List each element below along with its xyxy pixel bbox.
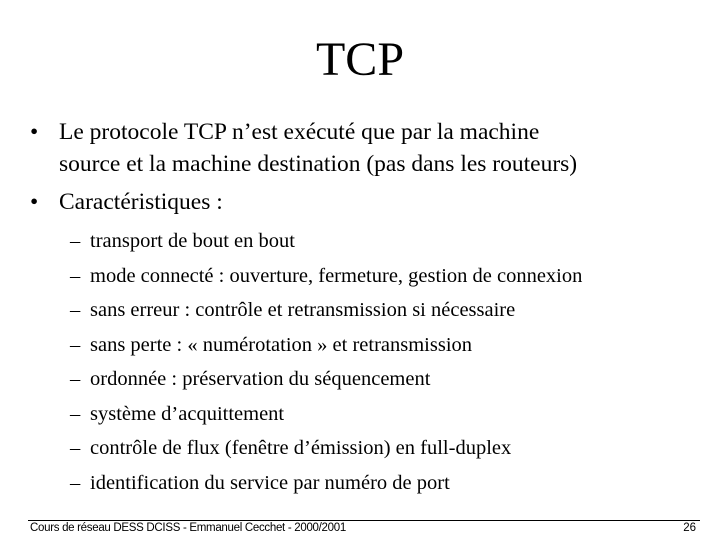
bullet-item	[0, 186, 720, 218]
dash-marker: –	[70, 230, 81, 252]
sub-bullet-text: mode connecté : ouverture, fermeture, gestion de connexion	[90, 264, 583, 287]
sub-bullet-list	[0, 224, 720, 500]
sub-bullet-item	[0, 328, 720, 363]
dash-marker: –	[70, 471, 81, 494]
sub-bullet-item	[0, 362, 720, 397]
sub-bullet-text: transport de bout en bout	[90, 230, 295, 252]
sub-bullet-text: contrôle de flux (fenêtre d’émission) en full-duplex	[90, 437, 512, 459]
sub-bullet-text: sans perte : « numérotation » et retransmission	[90, 333, 473, 356]
sub-bullet-text: identification du service par numéro de port	[90, 471, 450, 494]
bullet-marker: •	[30, 189, 39, 215]
bullet-line: source et la machine destination (pas dans les routeurs)	[59, 151, 578, 177]
page-number: 26	[683, 522, 696, 534]
sub-bullet-text: ordonnée : préservation du séquencement	[90, 368, 431, 390]
bullet-marker: •	[30, 119, 39, 145]
dash-marker: –	[70, 402, 81, 425]
slide-title: TCP	[315, 33, 405, 86]
dash-marker: –	[70, 264, 81, 287]
sub-bullet-item	[0, 293, 720, 328]
sub-bullet-text: système d’acquittement	[90, 402, 285, 425]
bullet-line: Caractéristiques :	[59, 189, 223, 215]
dash-marker: –	[70, 333, 81, 356]
dash-marker: –	[70, 437, 81, 459]
footer-course-info: Cours de réseau DESS DCISS - Emmanuel Cecchet - 2000/2001	[30, 522, 346, 534]
sub-bullet-item	[0, 466, 720, 501]
bullet-line: Le protocole TCP n’est exécuté que par la machine	[59, 119, 540, 145]
sub-bullet-text: sans erreur : contrôle et retransmission si nécessaire	[90, 299, 516, 321]
sub-bullet-item	[0, 224, 720, 259]
bullet-item	[0, 116, 720, 180]
sub-bullet-item	[0, 431, 720, 466]
sub-bullet-item	[0, 397, 720, 432]
dash-marker: –	[70, 368, 81, 390]
bullet-list	[0, 116, 720, 224]
dash-marker: –	[70, 299, 81, 321]
sub-bullet-item	[0, 259, 720, 294]
